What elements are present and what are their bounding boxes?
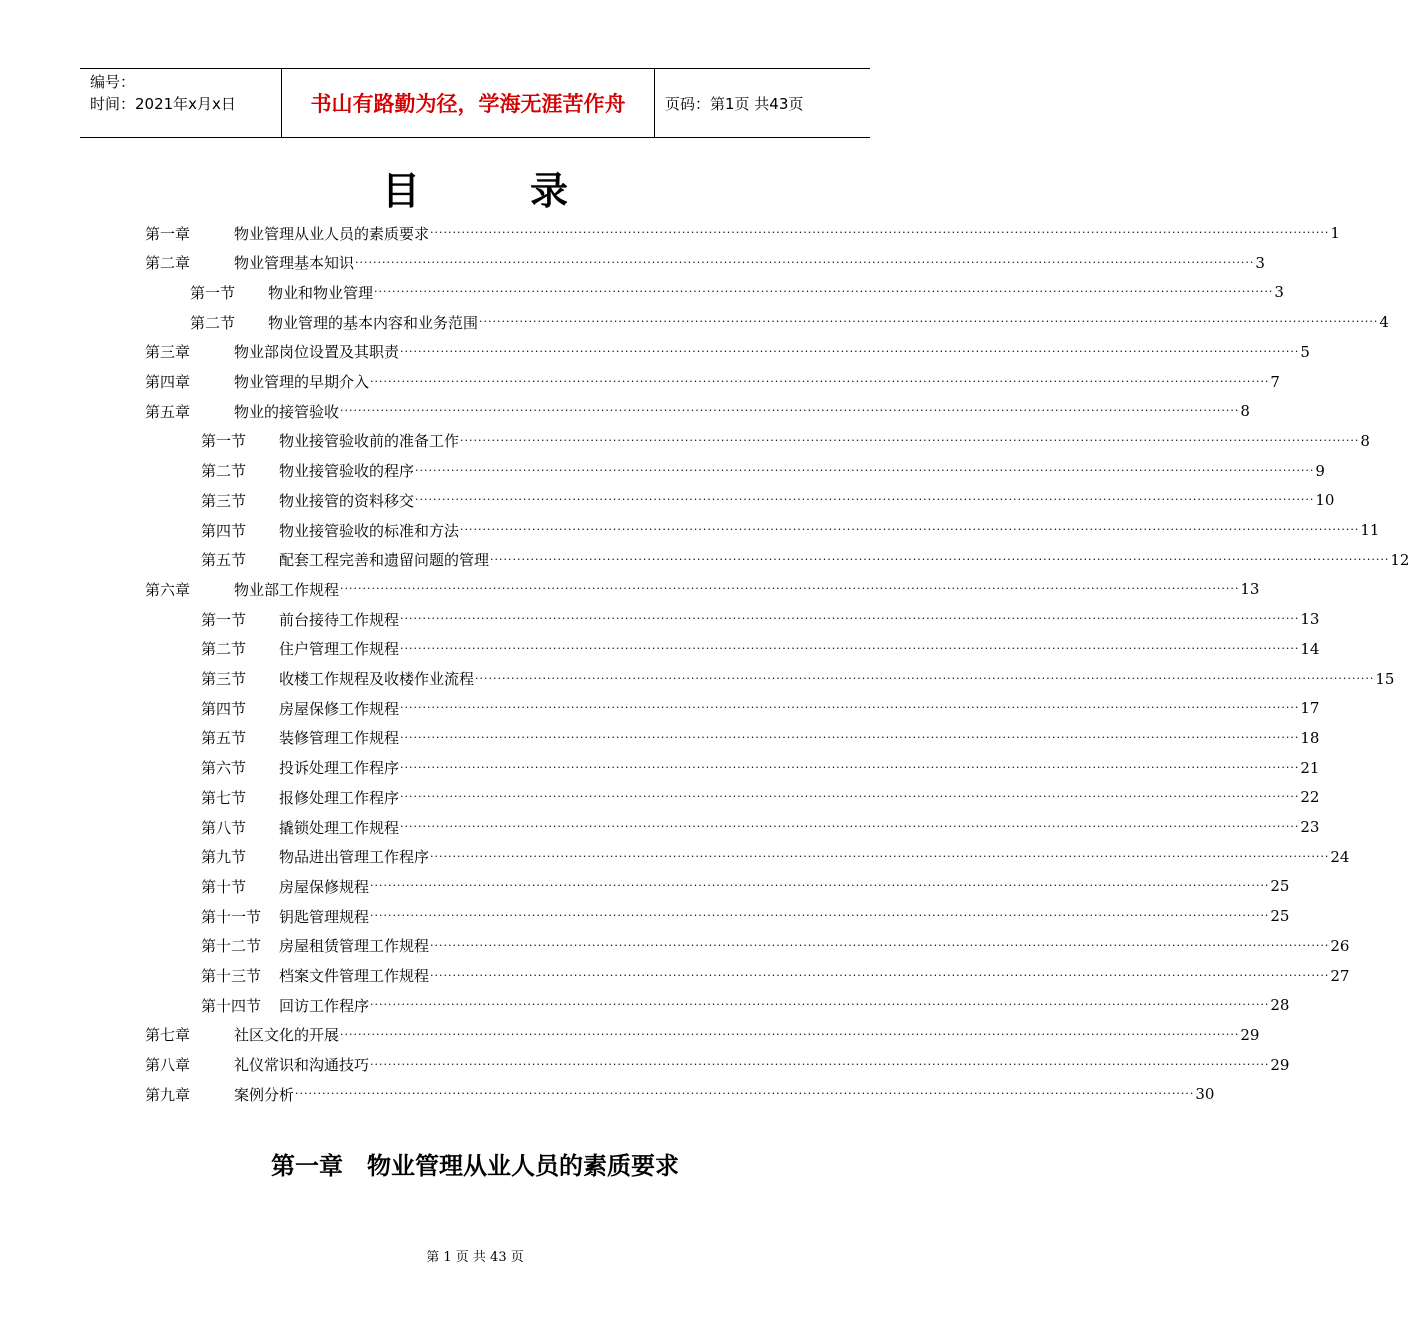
page-info: 页码：第1页 共43页	[665, 94, 804, 113]
chapter-heading: 第一章 物业管理从业人员的素质要求	[271, 1151, 679, 1180]
toc-leader-dots: ········································································································································································································	[415, 493, 1315, 507]
toc-entry-title: 房屋保修工作规程	[279, 699, 400, 718]
toc-entry	[190, 307, 1389, 337]
toc-entry-number: 第十三节	[201, 967, 262, 985]
toc-title-char-2: 录	[530, 168, 569, 213]
toc-leader-dots: ········································································································································································································	[479, 315, 1379, 329]
toc-entry-number: 第七章	[145, 1026, 191, 1045]
toc-entry-page: 5	[1300, 342, 1310, 361]
toc-leader-dots: ········································································································································································································	[370, 879, 1270, 893]
toc-entry-page: 8	[1240, 402, 1250, 421]
toc-entry-title: 物业管理从业人员的素质要求	[234, 224, 430, 243]
toc-leader-dots: ········································································································································································································	[400, 790, 1300, 804]
toc-entry-page: 29	[1270, 1055, 1290, 1074]
toc-entry-title: 房屋保修规程	[279, 877, 370, 896]
toc-leader-dots: ········································································································································································································	[460, 433, 1360, 447]
toc-entry	[201, 723, 1320, 753]
toc-entry-title: 报修处理工作程序	[279, 788, 400, 807]
toc-entry-page: 11	[1360, 521, 1380, 539]
toc-entry-title: 案例分析	[234, 1085, 295, 1104]
toc-entry-number: 第五节	[201, 551, 247, 570]
date-label: 时间：2021年x月x日	[90, 95, 236, 113]
toc-leader-dots: ········································································································································································································	[400, 760, 1300, 774]
toc-entry-number: 第七节	[201, 788, 247, 807]
toc-leader-dots: ········································································································································································································	[374, 285, 1274, 299]
toc-leader-dots: ········································································································································································································	[370, 1057, 1270, 1071]
toc-entry	[201, 515, 1380, 545]
toc-entry-page: 13	[1240, 580, 1260, 599]
toc-entry	[145, 1020, 1260, 1050]
toc-entry-title: 回访工作程序	[279, 996, 370, 1015]
toc-entry	[201, 753, 1320, 783]
toc-leader-dots: ········································································································································································································	[295, 1087, 1195, 1101]
toc-entry-page: 23	[1300, 818, 1320, 836]
toc-entry-title: 物业接管验收的程序	[279, 462, 415, 481]
toc-entry-page: 18	[1300, 728, 1320, 747]
toc-entry-number: 第六章	[145, 580, 191, 599]
toc-entry-number: 第二节	[190, 313, 236, 332]
toc-leader-dots: ········································································································································································································	[370, 909, 1270, 923]
toc-entry	[201, 812, 1320, 842]
toc-title-char-1: 目	[381, 168, 420, 213]
toc-entry-title: 投诉处理工作程序	[279, 759, 400, 778]
toc-entry-number: 第四节	[201, 699, 247, 718]
toc-entry-page: 14	[1300, 639, 1320, 658]
toc-entry-number: 第一节	[201, 432, 247, 451]
toc-entry	[201, 456, 1325, 486]
toc-entry-title: 物业部岗位设置及其职责	[234, 343, 400, 362]
page-footer: 第 1 页 共 43 页	[426, 1250, 524, 1265]
toc-entry	[201, 931, 1350, 961]
toc-entry-page: 21	[1300, 758, 1320, 777]
document-header	[80, 68, 870, 138]
toc-entry-title: 房屋租赁管理工作规程	[279, 937, 430, 956]
toc-entry-number: 第一章	[145, 224, 191, 243]
toc-entry-title: 档案文件管理工作规程	[279, 967, 430, 985]
toc-entry-title: 物业接管的资料移交	[279, 491, 415, 510]
toc-entry-title: 礼仪常识和沟通技巧	[234, 1056, 370, 1075]
toc-entry-page: 22	[1300, 788, 1320, 807]
toc-entry	[201, 634, 1320, 664]
toc-leader-dots: ········································································································································································································	[370, 374, 1270, 388]
toc-entry-title: 物品进出管理工作程序	[279, 848, 430, 867]
toc-entry-page: 4	[1379, 313, 1389, 332]
toc-entry-number: 第九章	[145, 1085, 191, 1104]
toc-leader-dots: ········································································································································································································	[400, 641, 1300, 655]
toc-leader-dots: ········································································································································································································	[400, 344, 1300, 358]
toc-entry	[145, 218, 1340, 248]
toc-entry	[201, 961, 1350, 991]
toc-leader-dots: ········································································································································································································	[475, 671, 1375, 685]
toc-entry-page: 25	[1270, 877, 1290, 896]
toc-leader-dots: ········································································································································································································	[430, 938, 1330, 952]
header-meta	[80, 69, 282, 137]
toc-entry	[145, 337, 1310, 367]
toc-entry-number: 第四章	[145, 373, 191, 391]
toc-title	[0, 160, 950, 215]
toc-leader-dots: ········································································································································································································	[400, 612, 1300, 626]
toc-entry-page: 3	[1255, 253, 1265, 272]
toc-leader-dots: ········································································································································································································	[340, 1027, 1240, 1041]
toc-entry	[201, 842, 1350, 872]
toc-entry	[201, 485, 1335, 515]
toc-entry-title: 钥匙管理规程	[279, 907, 370, 926]
toc-entry-page: 28	[1270, 996, 1290, 1015]
toc-entry	[201, 901, 1290, 931]
toc-entry-page: 17	[1300, 699, 1320, 718]
motto: 书山有路勤为径，学海无涯苦作舟	[282, 69, 655, 137]
toc-entry-number: 第八节	[201, 818, 247, 837]
toc-entry-page: 9	[1315, 461, 1325, 480]
toc-entry-number: 第二节	[201, 462, 247, 481]
toc-entry-number: 第五章	[145, 402, 191, 421]
toc-entry-number: 第三节	[201, 670, 247, 688]
toc-leader-dots: ········································································································································································································	[400, 820, 1300, 833]
toc-leader-dots: ········································································································································································································	[430, 968, 1330, 982]
toc-leader-dots: ········································································································································································································	[370, 998, 1270, 1012]
toc-entry-page: 10	[1315, 491, 1335, 510]
toc-entry-title: 住户管理工作规程	[279, 640, 400, 659]
toc-entry-number: 第六节	[201, 759, 247, 778]
toc-leader-dots: ········································································································································································································	[490, 552, 1390, 566]
toc-entry-title: 物业管理基本知识	[234, 254, 355, 273]
toc-entry	[145, 396, 1250, 426]
toc-entry-number: 第三节	[201, 491, 247, 510]
toc-entry-page: 26	[1330, 936, 1350, 955]
toc-entry-page: 29	[1240, 1025, 1260, 1044]
number-label: 编号：	[90, 73, 136, 91]
toc-entry	[201, 782, 1320, 812]
toc-entry-title: 物业接管验收前的准备工作	[279, 432, 460, 451]
toc-leader-dots: ········································································································································································································	[355, 255, 1255, 269]
toc-entry	[201, 693, 1320, 723]
toc-entry	[145, 574, 1260, 604]
toc-entry	[201, 871, 1290, 901]
toc-entry-number: 第二节	[201, 640, 247, 659]
toc-entry-page: 12	[1390, 550, 1409, 569]
toc-entry	[145, 1050, 1290, 1080]
toc-entry-title: 物业管理的早期介入	[234, 373, 370, 391]
toc-entry-page: 7	[1270, 372, 1280, 391]
toc-leader-dots: ········································································································································································································	[340, 404, 1240, 418]
toc-entry-number: 第一节	[201, 610, 247, 629]
toc-entry	[201, 426, 1370, 456]
toc-entry	[201, 990, 1290, 1020]
toc-leader-dots: ········································································································································································································	[430, 849, 1330, 863]
toc-entry-page: 24	[1330, 847, 1350, 866]
toc-entry-title: 物业管理的基本内容和业务范围	[268, 313, 479, 332]
toc-entry-title: 社区文化的开展	[234, 1026, 340, 1045]
toc-entry-page: 13	[1300, 610, 1320, 629]
toc-entry-number: 第十一节	[201, 907, 262, 926]
toc-leader-dots: ········································································································································································································	[460, 523, 1360, 536]
toc-entry	[201, 664, 1395, 694]
toc-entry-title: 撬锁处理工作规程	[279, 818, 400, 837]
toc-entry-title: 物业接管验收的标准和方法	[279, 521, 460, 540]
toc-entry-title: 配套工程完善和遗留问题的管理	[279, 551, 490, 570]
toc-entry-title: 物业部工作规程	[234, 580, 340, 599]
toc-entry-page: 27	[1330, 966, 1350, 985]
toc-leader-dots: ········································································································································································································	[430, 226, 1330, 239]
toc-entry	[201, 604, 1320, 634]
toc-entry-number: 第一节	[190, 283, 236, 302]
toc-entry-page: 3	[1274, 283, 1284, 302]
toc-entry-number: 第三章	[145, 343, 191, 362]
toc-entry-title: 前台接待工作规程	[279, 610, 400, 629]
toc-entry-number: 第十四节	[201, 996, 262, 1015]
toc-entry-number: 第五节	[201, 729, 247, 748]
toc-entry	[201, 545, 1409, 575]
toc-entry-page: 15	[1375, 669, 1395, 688]
toc-leader-dots: ········································································································································································································	[400, 730, 1300, 744]
toc-leader-dots: ········································································································································································································	[415, 463, 1315, 477]
toc-entry	[145, 248, 1265, 278]
toc-entry	[145, 1079, 1215, 1109]
toc-leader-dots: ········································································································································································································	[400, 701, 1300, 715]
toc-entry-page: 1	[1330, 224, 1340, 242]
toc-entry-title: 物业的接管验收	[234, 402, 340, 421]
toc-entry-number: 第二章	[145, 254, 191, 273]
toc-entry	[190, 277, 1284, 307]
toc-entry-title: 装修管理工作规程	[279, 729, 400, 748]
toc-entry-page: 30	[1195, 1085, 1215, 1104]
toc-entry-page: 25	[1270, 907, 1290, 926]
toc-entry-number: 第四节	[201, 521, 247, 540]
toc-entry-page: 8	[1360, 431, 1370, 450]
toc-entry-number: 第八章	[145, 1056, 191, 1075]
toc-leader-dots: ········································································································································································································	[340, 582, 1240, 596]
toc-entry-number: 第十二节	[201, 937, 262, 956]
toc-entry-number: 第十节	[201, 877, 247, 896]
toc-entry-title: 物业和物业管理	[268, 283, 374, 302]
toc-entry-title: 收楼工作规程及收楼作业流程	[279, 670, 475, 688]
toc-entry-number: 第九节	[201, 848, 247, 867]
toc-entry	[145, 367, 1280, 397]
